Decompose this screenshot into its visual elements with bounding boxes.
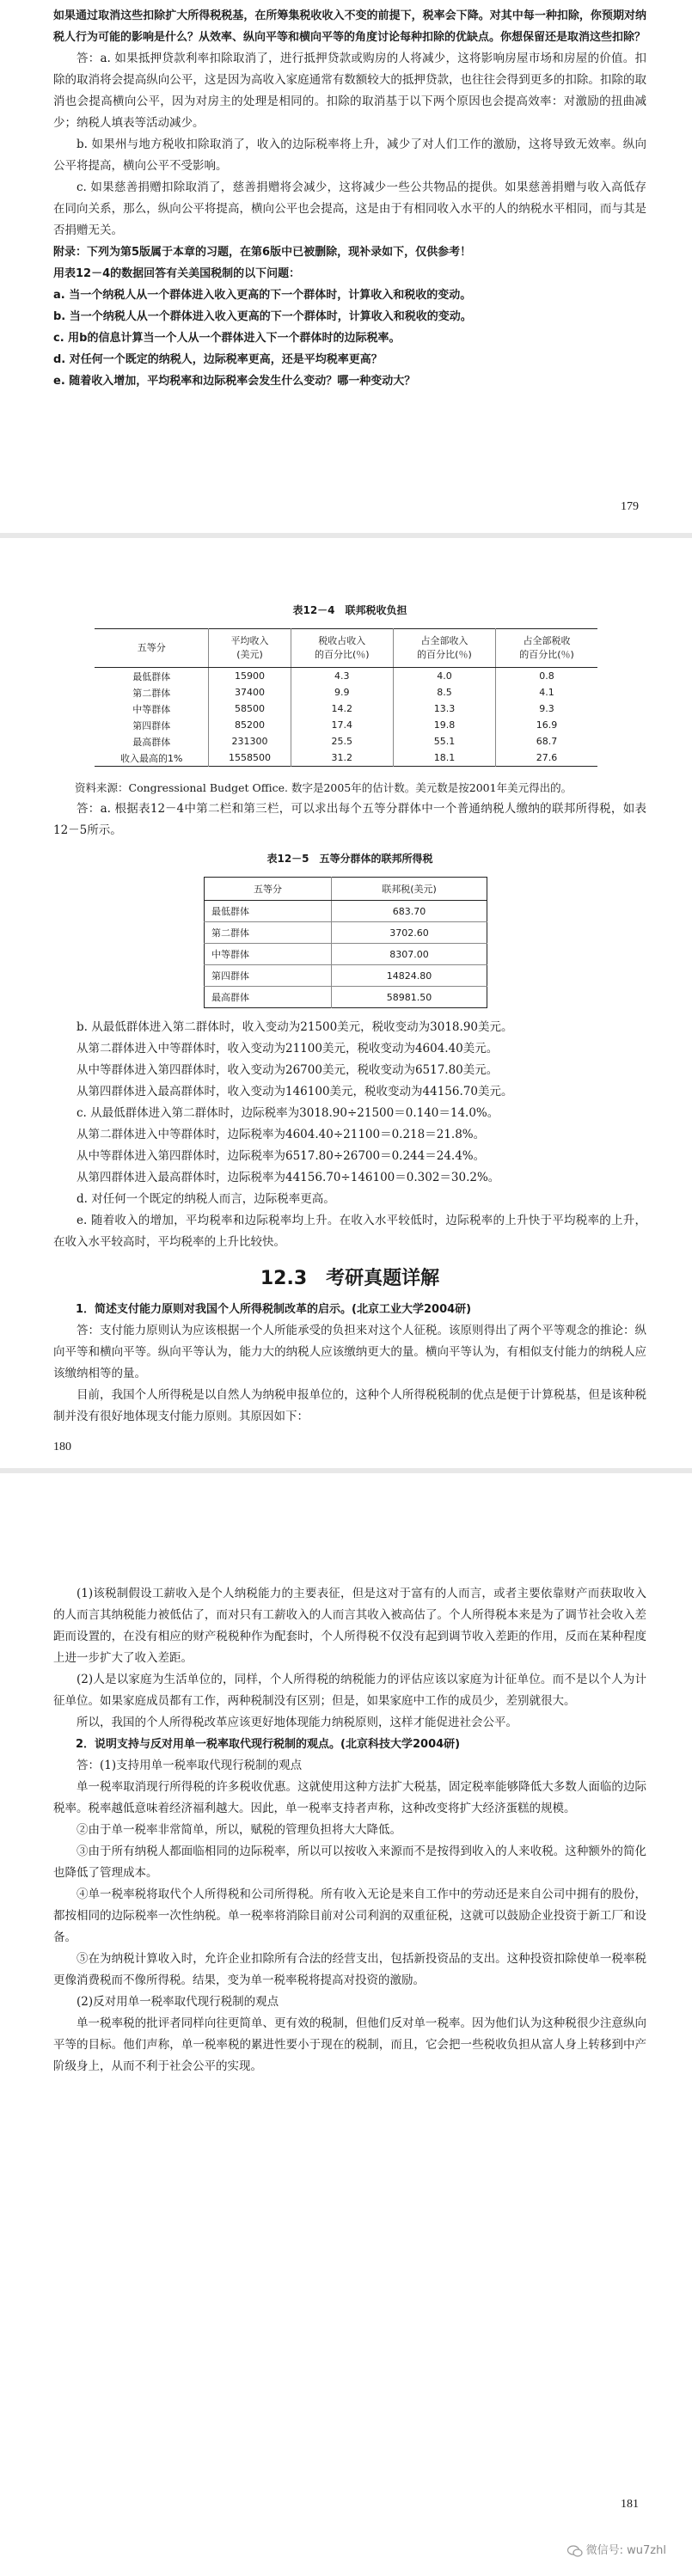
table-cell: 18.1 bbox=[393, 750, 495, 767]
table-cell: 9.9 bbox=[291, 684, 393, 701]
table-caption: 表12－4 联邦税收负担 bbox=[292, 604, 407, 616]
paragraph: (1)该税制假设工薪收入是个人纳税能力的主要表征，但是这对于富有的人而言，或者主要依靠财产而获取收入的人而言其纳税能力被低估了，而对只有工薪收入的人而言其收入被高估了。个人所得税本来是为了调节社会收入差距而设置的，在没有相应的财产税税种作为配套时，个人所得税不仅没有起到调节收入差距的作用，反而在某种程度上进一步扩大了收入差距。 bbox=[53, 1587, 646, 1665]
answer-line: c. 从最低群体进入第二群体时，边际税率为3018.90÷21500＝0.140＝14.0%。 bbox=[77, 1106, 499, 1120]
table-cell: 19.8 bbox=[393, 717, 495, 733]
table-caption: 表12－5 五等分群体的联邦所得税 bbox=[266, 853, 433, 865]
answer-line: d. 对任何一个既定的纳税人而言，边际税率更高。 bbox=[77, 1192, 335, 1206]
table-cell: 25.5 bbox=[291, 733, 393, 750]
answer-a: 答：a. 根据表12－4中第二栏和第三栏，可以求出每个五等分群体中一个普通纳税人缴纳的联邦所得税，如表12－5所示。 bbox=[53, 802, 646, 837]
page-number: 179 bbox=[621, 500, 639, 513]
quintile-tax-table bbox=[204, 877, 487, 1008]
table-cell: 第四群体 bbox=[132, 719, 171, 731]
table-cell: 中等群体 bbox=[205, 944, 332, 965]
paragraph: 单一税率税的批评者同样向往更简单、更有效的税制，但他们反对单一税率。因为他们认为这种税很少注意纵向平等的目标。他们声称，单一税率税的累进性要小于现在的税制，而且，它会把一些税收负担从富人身上转移到中产阶级身上，从而不利于社会公平的实现。 bbox=[53, 2016, 646, 2073]
table-cell: 85200 bbox=[209, 717, 291, 733]
table-cell: 8307.00 bbox=[332, 944, 487, 965]
table-row bbox=[205, 965, 487, 987]
table-cell: 3702.60 bbox=[332, 922, 487, 944]
table-cell: 68.7 bbox=[496, 733, 597, 750]
paragraph: 答：支付能力原则认为应该根据一个人所能承受的负担来对这个人征税。该原则得出了两个平等观念的推论：纵向平等和横向平等。纵向平等认为，能力大的纳税人应该缴纳更大的量。横向平等认为，有相似支付能力的纳税人应该缴纳相等的量。 bbox=[53, 1324, 646, 1380]
column-header: 占全部税收 的百分比(％) bbox=[496, 629, 597, 668]
table-cell: 58981.50 bbox=[332, 987, 487, 1008]
table-row bbox=[95, 717, 597, 733]
answer-line: 从中等群体进入第四群体时，收入变动为26700美元，税收变动为6517.80美元。 bbox=[77, 1063, 499, 1077]
paragraph: 用表12－4的数据回答有关美国税制的以下问题： bbox=[53, 267, 301, 280]
page1-text bbox=[53, 5, 646, 392]
table-cell: 14.2 bbox=[291, 701, 393, 717]
paragraph: 附录：下列为第5版属于本章的习题，在第6版中已被删除，现补录如下，仅供参考！ bbox=[53, 246, 472, 259]
table-cell: 0.8 bbox=[496, 668, 597, 685]
paragraph: 答：a. 如果抵押贷款利率扣除取消了，进行抵押贷款或购房的人将减少，这将影响房屋市场和房屋的价值。扣除的取消将会提高纵向公平，这是因为高收入家庭通常有数额较大的抵押贷款，也往往会得到更多的扣除。扣除的取消也会提高横向公平，因为对房主的处理是相同的。扣除的取消基于以下两个原因也会提高效率：对激励的扭曲减少；纳税人填表等活动减少。 bbox=[53, 52, 646, 130]
paragraph: 答：(1)支持用单一税率取代现行税制的观点 bbox=[77, 1759, 303, 1772]
answer-line: b. 从最低群体进入第二群体时，收入变动为21500美元，税收变动为3018.90美元。 bbox=[77, 1020, 513, 1034]
paragraph: (2)人是以家庭为生活单位的，同样，个人所得税的纳税能力的评估应该以家庭为计征单位。而不是以个人为计征单位。如果家庭成员都有工作，两种税制没有区别；但是，如果家庭中工作的成员少，差别就很大。 bbox=[53, 1673, 646, 1708]
page3-text bbox=[53, 1583, 646, 2077]
table-cell: 14824.80 bbox=[332, 965, 487, 987]
table-cell: 中等群体 bbox=[132, 703, 171, 715]
table-cell: 收入最高的1% bbox=[119, 752, 183, 764]
page-number: 181 bbox=[621, 2498, 639, 2511]
table-cell: 231300 bbox=[209, 733, 291, 750]
table-cell: 第二群体 bbox=[205, 922, 332, 944]
column-header: 平均收入 (美元) bbox=[209, 629, 291, 668]
table-row bbox=[95, 684, 597, 701]
paragraph: b. 当一个纳税人从一个群体进入收入更高的下一个群体时，计算收入和税收的变动。 bbox=[53, 310, 472, 323]
table-cell: 第二群体 bbox=[132, 687, 171, 699]
table-cell: 37400 bbox=[209, 684, 291, 701]
column-header: 占全部收入 的百分比(％) bbox=[393, 629, 495, 668]
answer-line: 从第四群体进入最高群体时，收入变动为146100美元，税收变动为44156.70美元。 bbox=[77, 1085, 513, 1098]
paragraph: a. 当一个纳税人从一个群体进入收入更高的下一个群体时，计算收入和税收的变动。 bbox=[53, 289, 472, 302]
answer-line: 从第四群体进入最高群体时，边际税率为44156.70÷146100＝0.302＝30.2%。 bbox=[77, 1171, 500, 1184]
table-cell: 31.2 bbox=[291, 750, 393, 767]
column-header: 联邦税(美元) bbox=[332, 878, 487, 901]
answer-lines bbox=[53, 1017, 646, 1253]
table-cell: 15900 bbox=[209, 668, 291, 685]
paragraph: c. 如果慈善捐赠扣除取消了，慈善捐赠将会减少，这将减少一些公共物品的提供。如果慈善捐赠与收入高低存在同向关系，那么，纵向公平将提高，横向公平也会提高，这是由于有相同收入水平的人的纳税水平相同，而与其是否捐赠无关。 bbox=[53, 181, 646, 237]
page-180 bbox=[0, 538, 692, 1468]
watermark: 微信号: wu7zhl bbox=[567, 2541, 666, 2557]
answer-line: 从第二群体进入中等群体时，收入变动为21100美元，税收变动为4604.40美元。 bbox=[77, 1042, 499, 1055]
column-header: 五等分 bbox=[95, 629, 209, 668]
table-row bbox=[205, 922, 487, 944]
paragraph: 如果通过取消这些扣除扩大所得税税基，在所筹集税收收入不变的前提下，税率会下降。对其中每一种扣除，你预期对纳税人行为可能的影响是什么？从效率、纵向平等和横向平等的角度讨论每种扣除的优缺点。你想保留还是取消这些扣除？ bbox=[53, 9, 646, 44]
table-cell: 683.70 bbox=[332, 901, 487, 922]
table-row bbox=[95, 668, 597, 685]
paragraph: e. 随着收入增加，平均税率和边际税率会发生什么变动？哪一种变动大？ bbox=[53, 375, 416, 388]
column-header: 五等分 bbox=[205, 878, 332, 901]
paragraph: 单一税率取消现行所得税的许多税收优惠。这就使用这种方法扩大税基，固定税率能够降低大多数人面临的边际税率。税率越低意味着经济福利越大。因此，单一税率支持者声称，这种改变将扩大经济蛋糕的规模。 bbox=[53, 1780, 646, 1815]
paragraph: 2．说明支持与反对用单一税率取代现行税制的观点。(北京科技大学2004研) bbox=[76, 1738, 461, 1751]
paragraph: ③由于所有纳税人都面临相同的边际税率，所以可以按收入来源而不是按得到收入的人来收税。这种额外的简化也降低了管理成本。 bbox=[53, 1845, 646, 1880]
table-cell: 第四群体 bbox=[205, 965, 332, 987]
table-cell: 13.3 bbox=[393, 701, 495, 717]
table-cell: 55.1 bbox=[393, 733, 495, 750]
table-cell: 27.6 bbox=[496, 750, 597, 767]
page-179 bbox=[0, 0, 692, 533]
table-cell: 17.4 bbox=[291, 717, 393, 733]
paragraph: ④单一税率税将取代个人所得税和公司所得税。所有收入无论是来自工作中的劳动还是来自公司中拥有的股份，都按相同的边际税率一次性纳税。单一税率将消除目前对公司利润的双重征税，这就可以鼓励企业投资于新工厂和设备。 bbox=[53, 1888, 646, 1944]
table-row bbox=[205, 987, 487, 1008]
paragraph: ②由于单一税率非常简单，所以，赋税的管理负担将大大降低。 bbox=[77, 1823, 401, 1837]
table-cell: 16.9 bbox=[496, 717, 597, 733]
page-181 bbox=[0, 1473, 692, 2576]
paragraph: b. 如果州与地方税收扣除取消了，收入的边际税率将上升，减少了对人们工作的激励，这将导致无效率。纵向公平将提高，横向公平不受影响。 bbox=[53, 138, 646, 173]
question-1-answer bbox=[53, 1320, 646, 1428]
section-title: 12.3 考研真题详解 bbox=[260, 1268, 440, 1289]
table-cell: 58500 bbox=[209, 701, 291, 717]
table-row bbox=[205, 901, 487, 922]
table-cell: 9.3 bbox=[496, 701, 597, 717]
table-cell: 4.3 bbox=[291, 668, 393, 685]
answer-line: 从第二群体进入中等群体时，边际税率为4604.40÷21100＝0.218＝21.8%。 bbox=[77, 1128, 486, 1141]
table-row bbox=[95, 750, 597, 767]
table-cell: 1558500 bbox=[209, 750, 291, 767]
paragraph: c. 用b的信息计算当一个人从一个群体进入下一个群体时的边际税率。 bbox=[53, 332, 401, 345]
answer-line: e. 随着收入的增加，平均税率和边际税率均上升。在收入水平较低时，边际税率的上升快于平均税率的上升，在收入水平较高时，平均税率的上升比较快。 bbox=[53, 1214, 646, 1249]
paragraph: d. 对任何一个既定的纳税人，边际税率更高，还是平均税率更高？ bbox=[53, 353, 383, 366]
table-cell: 4.0 bbox=[393, 668, 495, 685]
table-cell: 8.5 bbox=[393, 684, 495, 701]
paragraph: 目前，我国个人所得税是以自然人为纳税申报单位的，这种个人所得税税制的优点是便于计算税基，但是该种税制并没有很好地体现支付能力原则。其原因如下： bbox=[53, 1388, 646, 1423]
federal-tax-burden-table bbox=[95, 628, 597, 767]
table-row bbox=[95, 733, 597, 750]
table-row bbox=[95, 701, 597, 717]
table-cell: 最低群体 bbox=[205, 901, 332, 922]
wechat-icon bbox=[567, 2545, 583, 2557]
table-row bbox=[205, 944, 487, 965]
question-1: 1．简述支付能力原则对我国个人所得税制改革的启示。(北京工业大学2004研) bbox=[76, 1303, 472, 1316]
page-number: 180 bbox=[53, 1441, 71, 1453]
paragraph: (2)反对用单一税率取代现行税制的观点 bbox=[77, 1995, 279, 2009]
column-header: 税收占收入 的百分比(％) bbox=[291, 629, 393, 668]
paragraph: 所以，我国的个人所得税改革应该更好地体现能力纳税原则，这样才能促进社会公平。 bbox=[77, 1716, 517, 1729]
source-note: 资料来源：Congressional Budget Office. 数字是2005年的估计数。美元数是按2001年美元得出的。 bbox=[75, 781, 573, 794]
answer-line: 从中等群体进入第四群体时，边际税率为6517.80÷26700＝0.244＝24.4%。 bbox=[77, 1149, 486, 1163]
table-cell: 最高群体 bbox=[132, 736, 171, 748]
table-cell: 4.1 bbox=[496, 684, 597, 701]
paragraph: ⑤在为纳税计算收入时，允许企业扣除所有合法的经营支出，包括新投资品的支出。这种投资扣除使单一税率税更像消费税而不像所得税。结果，变为单一税率税将提高对投资的激励。 bbox=[53, 1952, 646, 1987]
table-cell: 最低群体 bbox=[132, 670, 171, 682]
table-cell: 最高群体 bbox=[205, 987, 332, 1008]
